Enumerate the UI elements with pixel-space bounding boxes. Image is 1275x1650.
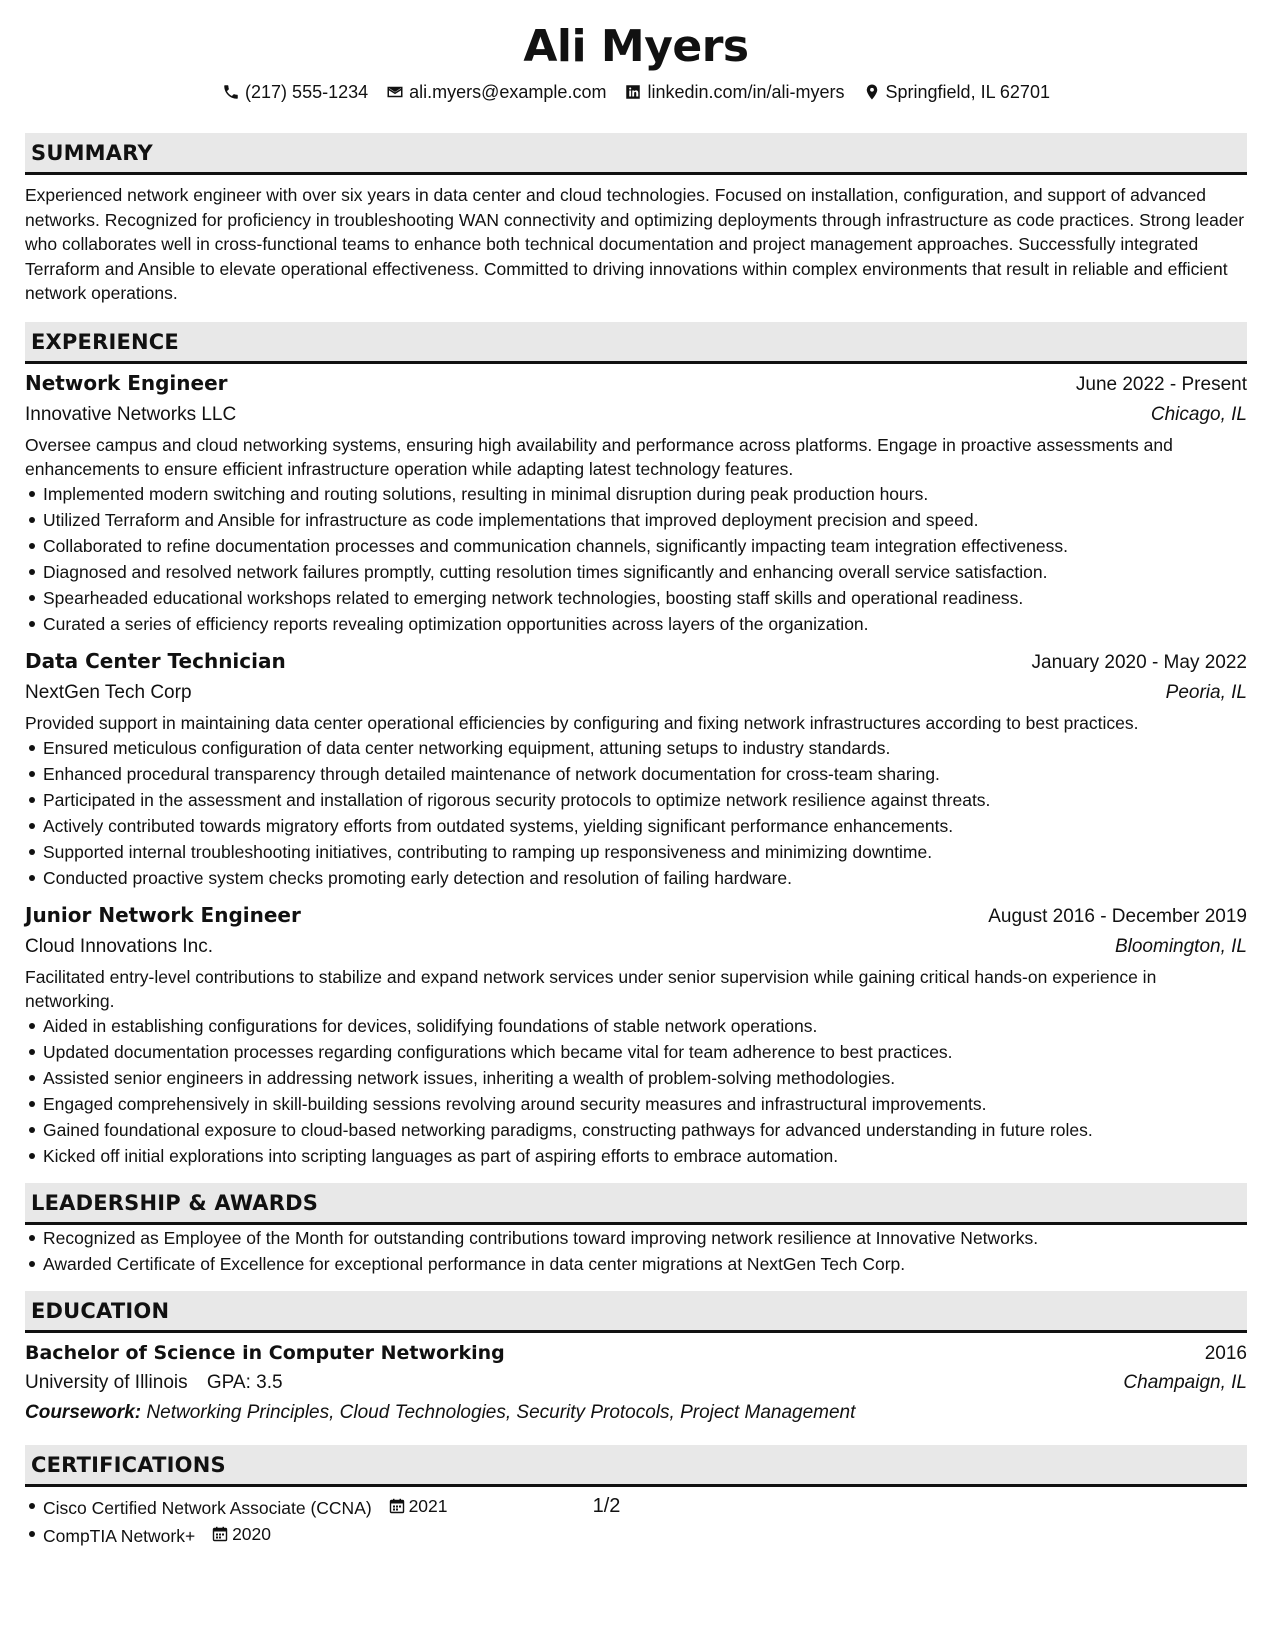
- job-title: Junior Network Engineer: [25, 902, 301, 927]
- job-company: Innovative Networks LLC: [25, 403, 237, 425]
- job-entry: [25, 368, 1247, 637]
- contact-location: [863, 80, 1050, 104]
- education-section: [25, 1291, 1247, 1428]
- list-item: Actively contributed towards migratory efforts from outdated systems, yielding significant performance enhancements.: [43, 813, 1247, 839]
- job-description: Oversee campus and cloud networking systems, ensuring high availability and performance across platforms. Engage in proactive assessments and enhancements to ensure efficient infrastructure operation while adapting latest technology features.: [25, 434, 1173, 479]
- job-title-row: [25, 368, 1247, 400]
- contact-linkedin[interactable]: [624, 80, 844, 104]
- coursework-text: Networking Principles, Cloud Technologies, Security Protocols, Project Management: [146, 1401, 856, 1423]
- list-item: Ensured meticulous configuration of data center networking equipment, attuning setups to industry standards.: [43, 735, 1247, 761]
- job-location: Chicago, IL: [1150, 403, 1247, 425]
- awards-heading: LEADERSHIP & AWARDS: [25, 1183, 1247, 1225]
- envelope-icon: [386, 83, 404, 101]
- job-entry: [25, 646, 1247, 891]
- degree-year: 2016: [1204, 1342, 1247, 1364]
- list-item: Utilized Terraform and Ansible for infrastructure as code implementations that improved deployment precision and speed.: [43, 507, 1247, 533]
- cert-name: CompTIA Network+: [43, 1525, 196, 1546]
- cert-year: [212, 1521, 271, 1547]
- resume-page: [25, 0, 1247, 1549]
- job-dates: January 2020 - May 2022: [1031, 651, 1247, 673]
- linkedin-icon: [624, 83, 642, 101]
- job-dates: August 2016 - December 2019: [988, 905, 1247, 927]
- contact-phone-text: (217) 555-1234: [245, 82, 369, 102]
- job-title: Network Engineer: [25, 370, 228, 395]
- cert-name: Cisco Certified Network Associate (CCNA): [43, 1497, 372, 1518]
- job-title-row: [25, 900, 1247, 932]
- cert-year-text: 2020: [232, 1523, 272, 1544]
- contact-email[interactable]: [386, 80, 606, 104]
- list-item: Diagnosed and resolved network failures promptly, cutting resolution times significantly and enhancing overall service satisfaction.: [43, 559, 1247, 585]
- list-item: Updated documentation processes regarding configurations which became vital for team adherence to best practices.: [43, 1039, 1247, 1065]
- phone-icon: [222, 83, 240, 101]
- list-item: Spearheaded educational workshops related to emerging network technologies, boosting staff skills and operational readiness.: [43, 585, 1247, 611]
- list-item: Awarded Certificate of Excellence for exceptional performance in data center migrations at NextGen Tech Corp.: [43, 1251, 1247, 1277]
- gpa: GPA: 3.5: [206, 1371, 283, 1393]
- list-item: Implemented modern switching and routing solutions, resulting in minimal disruption during peak production hours.: [43, 481, 1247, 507]
- job-company-row: [25, 400, 1247, 430]
- job-bullets: [25, 735, 1247, 891]
- degree-title: Bachelor of Science in Computer Networking: [25, 1341, 505, 1364]
- job-dates: June 2022 - Present: [1075, 373, 1247, 395]
- contact-bar: [25, 80, 1247, 104]
- list-item: Participated in the assessment and installation of rigorous security protocols to optimize network resilience against threats.: [43, 787, 1247, 813]
- contact-linkedin-text: linkedin.com/in/ali-myers: [647, 82, 845, 102]
- degree-row: [25, 1339, 1247, 1368]
- list-item: Conducted proactive system checks promoting early detection and resolution of failing hardware.: [43, 865, 1247, 891]
- cert-year-text: 2021: [408, 1495, 448, 1516]
- list-item: Supported internal troubleshooting initiatives, contributing to ramping up responsiveness and minimizing downtime.: [43, 839, 1247, 865]
- job-description: Provided support in maintaining data center operational efficiencies by configuring and fixing network infrastructures according to best practices.: [25, 712, 1139, 733]
- list-item: [43, 1521, 1247, 1549]
- job-entry: [25, 900, 1247, 1169]
- list-item: Collaborated to refine documentation processes and communication channels, significantly impacting team integration effectiveness.: [43, 533, 1247, 559]
- experience-heading: EXPERIENCE: [25, 322, 1247, 364]
- school-line: [25, 1368, 283, 1398]
- job-description: Facilitated entry-level contributions to stabilize and expand network services under senior supervision while gaining critical hands-on experience in networking.: [25, 966, 1157, 1011]
- page-number: 1/2: [592, 1495, 621, 1517]
- school-row: [25, 1368, 1247, 1398]
- job-company-row: [25, 932, 1247, 962]
- list-item: Kicked off initial explorations into scripting languages as part of aspiring efforts to embrace automation.: [43, 1143, 1247, 1169]
- job-bullets: [25, 481, 1247, 637]
- education-heading: EDUCATION: [25, 1291, 1247, 1333]
- contact-location-text: Springfield, IL 62701: [885, 82, 1050, 102]
- job-location: Peoria, IL: [1165, 681, 1247, 703]
- coursework-label: Coursework:: [25, 1401, 142, 1423]
- job-title: Data Center Technician: [25, 648, 286, 673]
- list-item: Assisted senior engineers in addressing network issues, inheriting a wealth of problem-solving methodologies.: [43, 1065, 1247, 1091]
- job-company: NextGen Tech Corp: [25, 681, 192, 703]
- resume-name: Ali Myers: [523, 21, 749, 72]
- education-entry: [25, 1339, 1247, 1428]
- list-item: Engaged comprehensively in skill-building sessions revolving around security measures and infrastructural improvements.: [43, 1091, 1247, 1117]
- summary-heading: SUMMARY: [25, 133, 1247, 175]
- job-location: Bloomington, IL: [1114, 935, 1247, 957]
- awards-section: [25, 1183, 1247, 1277]
- contact-email-text: ali.myers@example.com: [409, 82, 607, 102]
- school-name: University of Illinois: [25, 1371, 188, 1393]
- contact-phone: [222, 80, 368, 104]
- summary-text: Experienced network engineer with over six years in data center and cloud technologies. Focused on installation, configuration, and support of advanced networks. Recognized for proficiency in troubleshooting WAN connectivity and optimizing deployments through infrastructure as code practices. Strong leader who collaborates well in cross-functional teams to enhance both technical documentation and project management approaches. Successfully integrated Terraform and Ansible to elevate operational effectiveness. Committed to driving innovations within complex environments that result in reliable and efficient network operations.: [25, 185, 1245, 303]
- job-title-row: [25, 646, 1247, 678]
- map-pin-icon: [863, 83, 881, 101]
- coursework: [25, 1398, 1247, 1428]
- school-location: Champaign, IL: [1123, 1371, 1247, 1393]
- job-company-row: [25, 678, 1247, 708]
- awards-list: [25, 1225, 1247, 1277]
- list-item: Aided in establishing configurations for devices, solidifying foundations of stable network operations.: [43, 1013, 1247, 1039]
- certifications-heading: CERTIFICATIONS: [25, 1445, 1247, 1487]
- list-item: Enhanced procedural transparency through detailed maintenance of network documentation for cross-team sharing.: [43, 761, 1247, 787]
- summary-section: [25, 133, 1247, 306]
- list-item: Recognized as Employee of the Month for outstanding contributions toward improving network resilience at Innovative Networks.: [43, 1225, 1247, 1251]
- experience-section: [25, 322, 1247, 1169]
- calendar-icon: [212, 1526, 228, 1542]
- list-item: Curated a series of efficiency reports revealing optimization opportunities across layers of the organization.: [43, 611, 1247, 637]
- job-company: Cloud Innovations Inc.: [25, 935, 214, 957]
- list-item: Gained foundational exposure to cloud-based networking paradigms, constructing pathways for advanced understanding in future roles.: [43, 1117, 1247, 1143]
- job-bullets: [25, 1013, 1247, 1169]
